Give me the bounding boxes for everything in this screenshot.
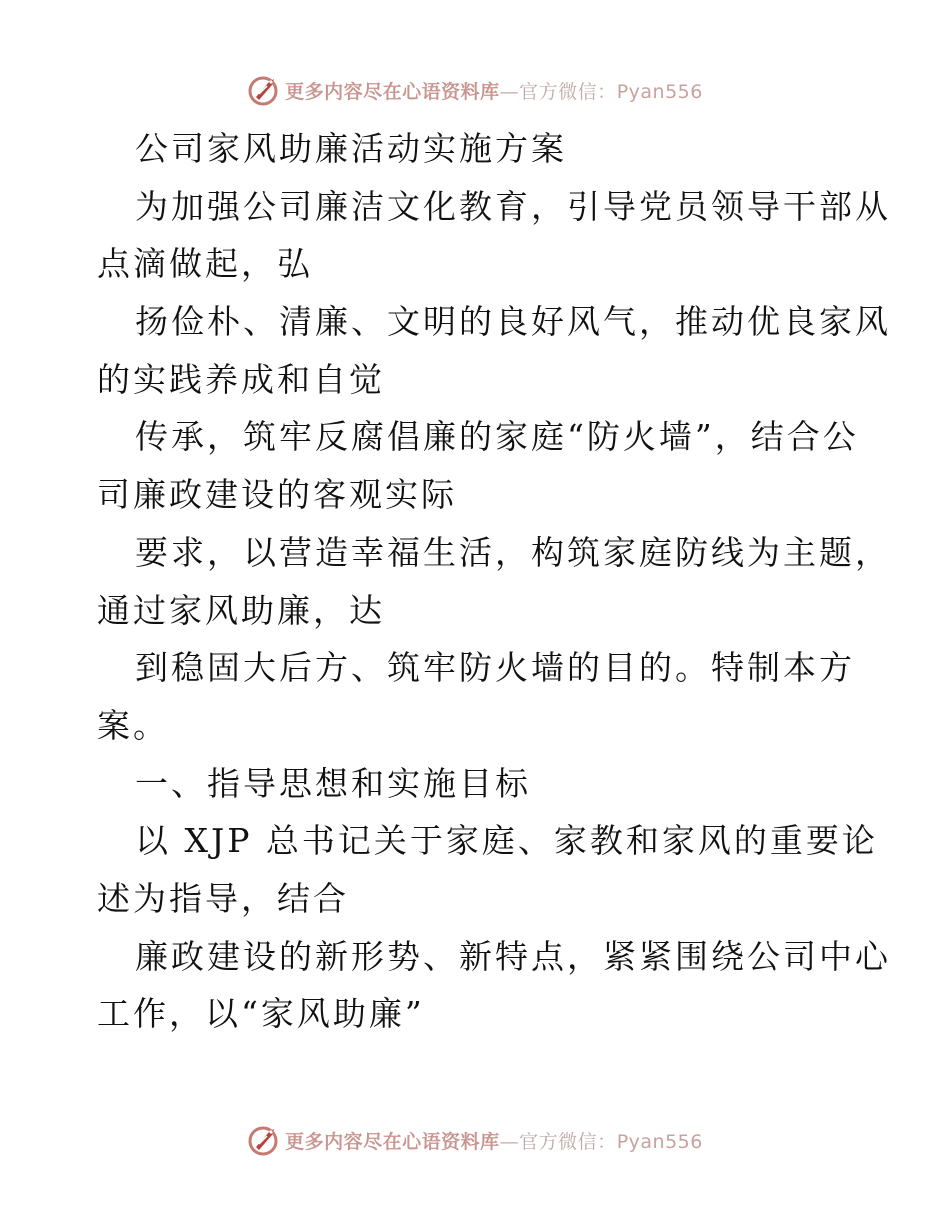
paragraph-line: 案。 [97,705,169,745]
paragraph-line: 扬俭朴、清廉、文明的良好风气，推动优良家风 [135,302,891,342]
watermark-separator: — [499,1130,520,1153]
watermark-main: 更多内容尽在心语资料库 [285,80,500,103]
doc-title: 公司家风助廉活动实施方案 [135,129,567,168]
paragraph-line: 工作，以“家风助廉” [97,994,425,1034]
paragraph-line: 廉政建设的新形势、新特点，紧紧围绕公司中心 [135,936,891,976]
pen-nib-logo-icon [247,1123,281,1157]
footer-watermark [0,1120,950,1160]
paragraph-line: 传承，筑牢反腐倡廉的家庭“防火墙”，结合公 [135,417,859,457]
paragraph-line: 司廉政建设的客观实际 [97,475,457,515]
watermark-label: 官方微信： [519,1130,617,1153]
paragraph-line: 以 XJP 总书记关于家庭、家教和家风的重要论 [135,821,878,861]
section-heading: 一、指导思想和实施目标 [135,763,531,803]
watermark-text [285,77,703,104]
watermark-separator: — [499,80,520,103]
paragraph-line: 点滴做起，弘 [97,244,313,284]
paragraph-line: 述为指导，结合 [97,878,349,918]
watermark-main: 更多内容尽在心语资料库 [285,1130,500,1153]
header-watermark [0,70,950,110]
paragraph-line: 要求，以营造幸福生活，构筑家庭防线为主题， [135,532,891,572]
paragraph-line: 到稳固大后方、筑牢防火墙的目的。特制本方 [135,648,855,688]
paragraph-line: 的实践养成和自觉 [97,359,385,399]
watermark-id: Pyan556 [616,1130,703,1153]
watermark-id: Pyan556 [616,80,703,103]
document-body [97,120,891,1043]
paragraph-line: 通过家风助廉，达 [97,590,385,630]
paragraph-line: 为加强公司廉洁文化教育，引导党员领导干部从 [135,186,891,226]
pen-nib-logo-icon [247,73,281,107]
watermark-text [285,1127,703,1154]
watermark-label: 官方微信： [519,80,617,103]
